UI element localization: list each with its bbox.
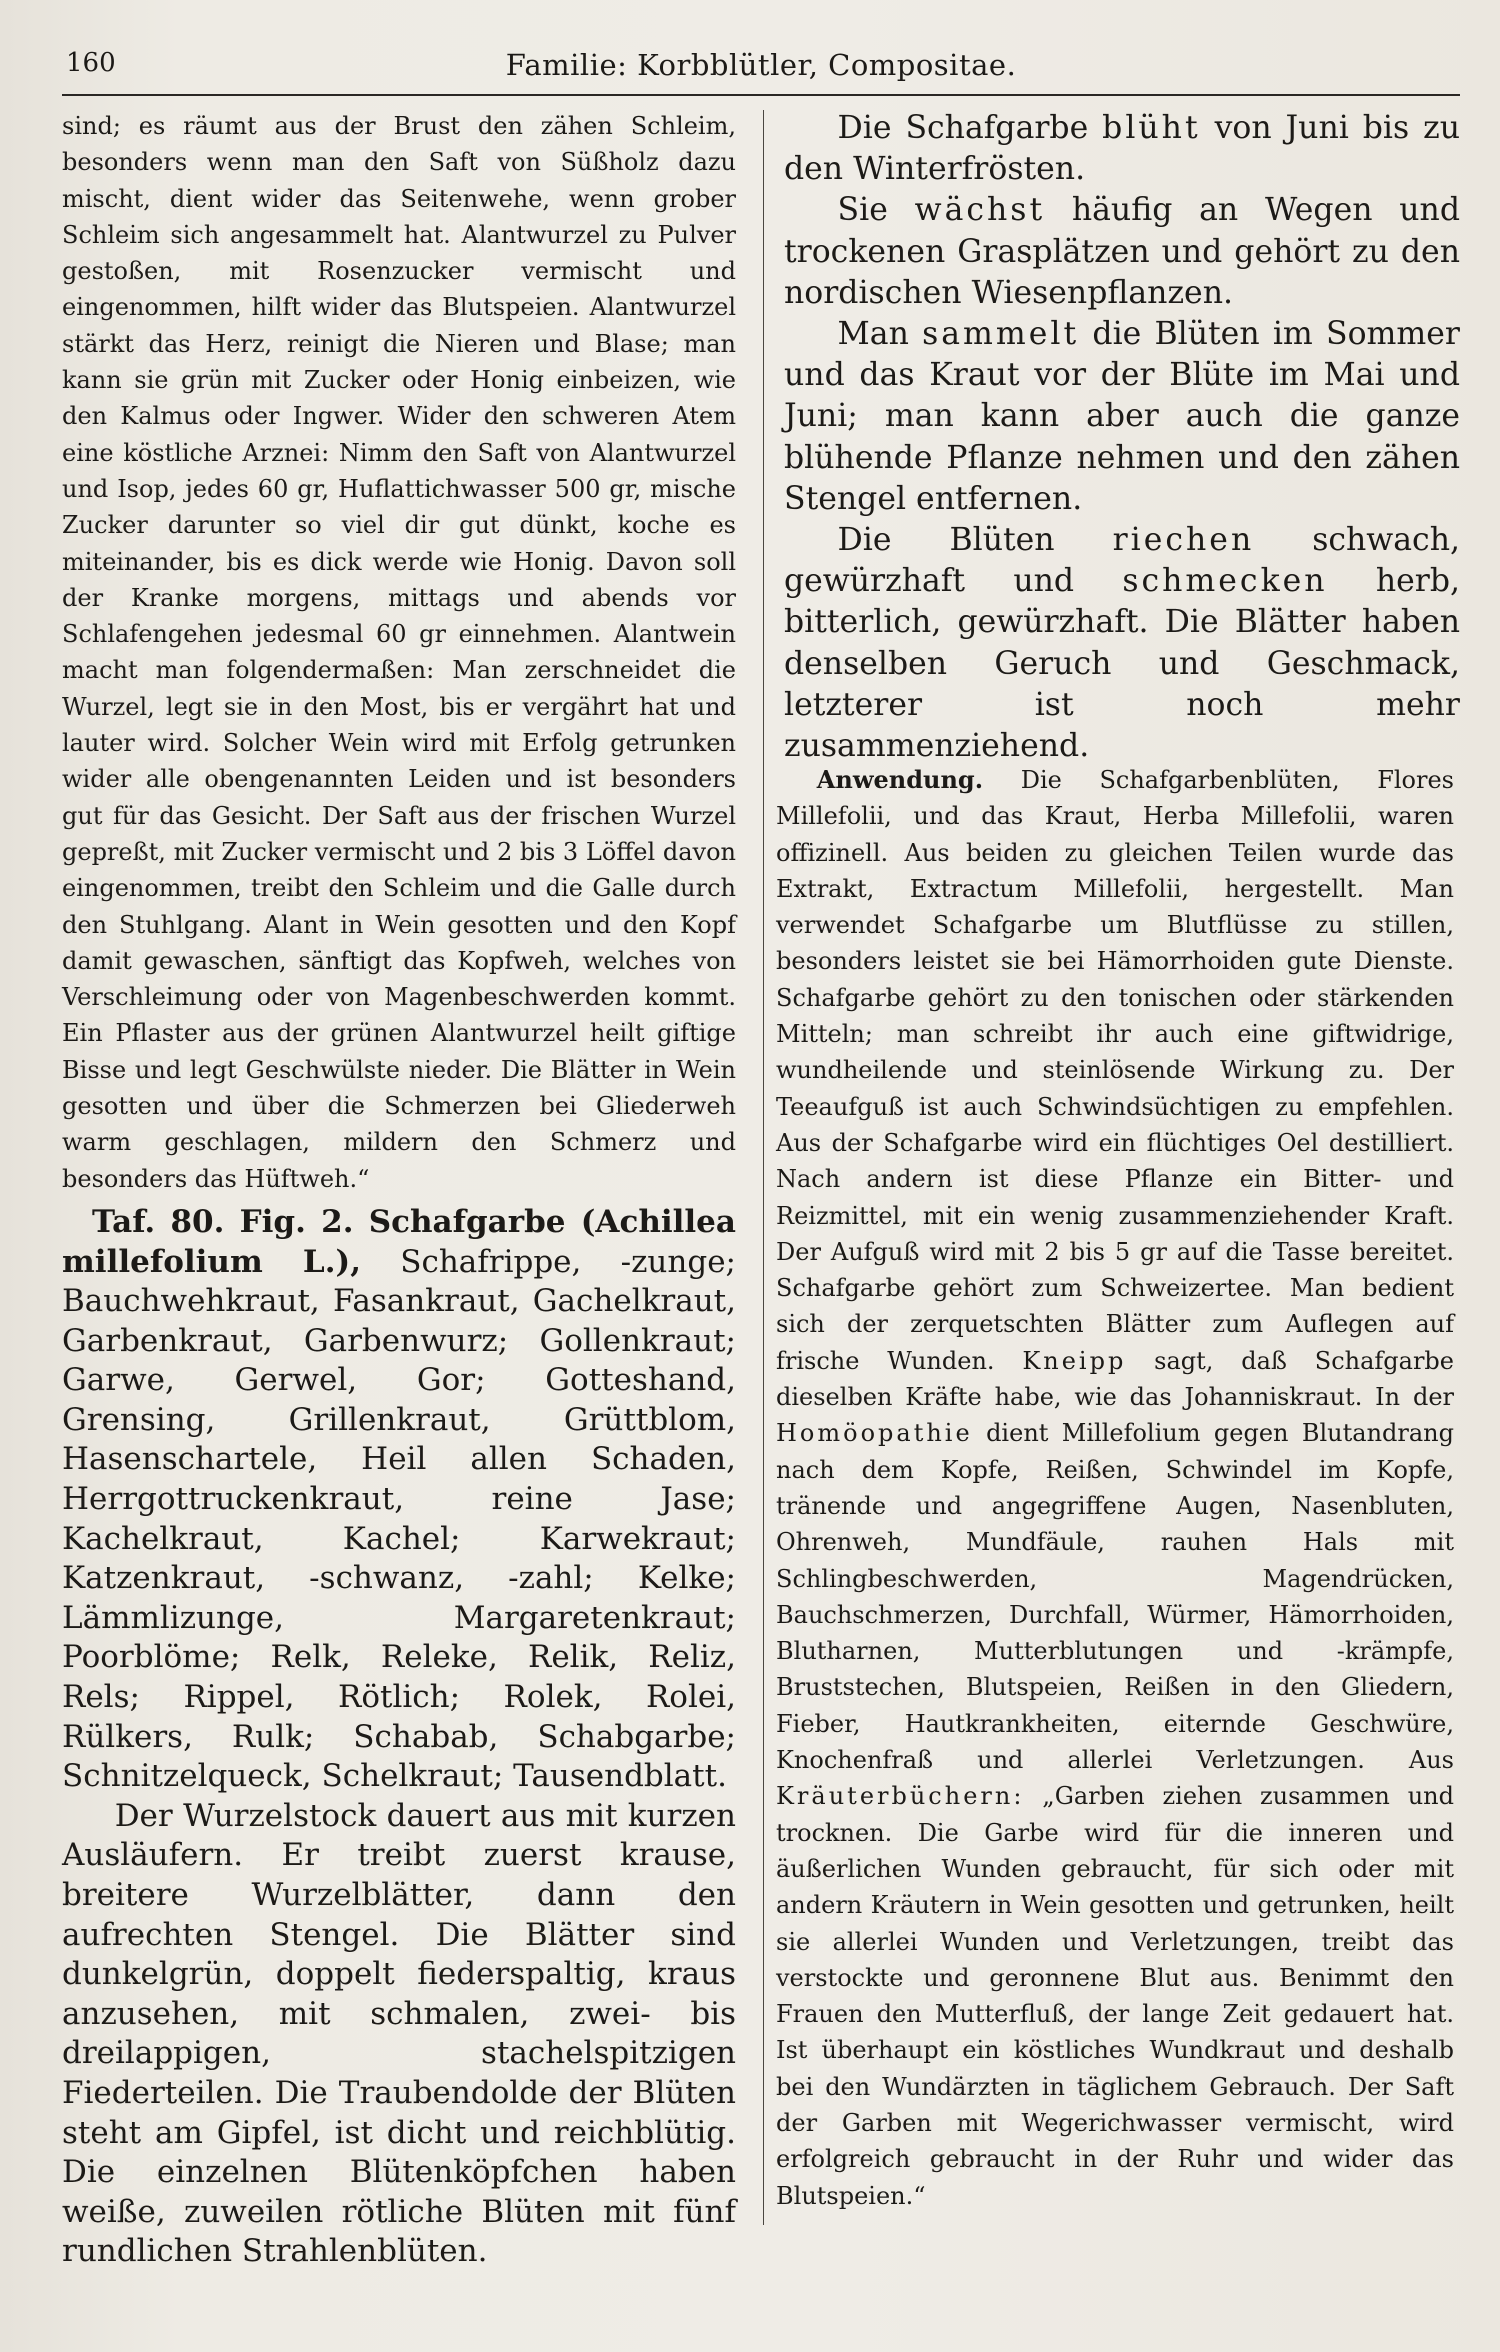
smell-text-e: herb, bitterlich, gewürzhaft. Die Blätter haben denselben Geruch und Geschmack, letzterer ist noch mehr zusammenziehend.: [784, 563, 1460, 765]
schafgarbe-synonyms-paragraph: [62, 1203, 736, 1797]
habitat-text-c: häufig an Wegen und trockenen Grasplätzen und gehört zu den nordischen Wiesenpflanzen.: [784, 192, 1461, 311]
usage-heading: Anwendung.: [816, 765, 984, 794]
harvest-text-a: Man: [837, 316, 923, 353]
harvest-paragraph: [784, 314, 1460, 520]
page-header: [62, 48, 1460, 96]
right-column-top: [784, 108, 1460, 767]
bloom-text-a: Die Schafgarbe: [837, 110, 1103, 146]
synonyms-text: Schafrippe, -zunge; Bauchwehkraut, Fasankraut, Gachelkraut, Garbenkraut, Garbenwurz; Gollenkraut; Garwe, Gerwel, Gor; Gotteshand, Grensing, Grillenkraut, Grüttblom, Hasenschartele, Heil allen Schaden, Herrgottruckenkraut, reine Jase; Kachelkraut, Kachel; Karwekraut; Katzenkraut, -schwanz, -zahl; Kelke; Lämmlizunge, Margaretenkraut; Poorblöme; Relk, Releke, Relik, Reliz, Rels; Rippel, Rötlich; Rolek, Rolei, Rülkers, Rulk; Schabab, Schabgarbe; Schnitzelqueck, Schelkraut; Tausendblatt.: [62, 1243, 736, 1795]
habitat-paragraph: [784, 190, 1460, 314]
usage-text-b: sagt, daß Schafgarbe dieselben Kräfte habe, wie das Johanniskraut. In der: [776, 1346, 1454, 1412]
page-number: 160: [66, 48, 116, 78]
smell-text-a: Die Blüten: [837, 522, 1113, 559]
column-divider: [763, 110, 764, 2225]
harvest-keyword: sammelt: [922, 316, 1080, 353]
smell-text-c: schwach, gewürzhaft und: [784, 522, 1460, 600]
habitat-text-a: Sie: [837, 192, 915, 229]
usage-text-d: „Garben ziehen zusammen und trocknen. Die Garbe wird für die inneren und äußerlichen Wunden gebraucht, für sich oder mit andern Kräutern in Wein gesotten und getrunken, heilt sie allerlei Wunden und Verletzungen, treibt das verstockte und geronnene Blut aus. Benimmt den Frauen den Mutterfluß, der lange Zeit gedauert hat. Ist überhaupt ein köstliches Wundkraut und deshalb bei den Wundärzten in täglichem Gebrauch. Der Saft der Garben mit Wegerichwasser vermischt, wird erfolgreich gebraucht in der Ruhr und wider das Blutspeien.“: [776, 1782, 1454, 2210]
bloom-paragraph: [784, 108, 1460, 190]
usage-text-c: dient Millefolium gegen Blutandrang nach dem Kopfe, Reißen, Schwindel im Kopfe, tränende und angegriffene Augen, Nasenbluten, Ohrenweh, Mundfäule, rauhen Hals mit Schlingbeschwerden, Magendrücken, Bauchschmerzen, Durchfall, Würmer, Hämorrhoiden, Blutharnen, Mutterblutungen und -krämpfe, Bruststechen, Blutspeien, Reißen in den Gliedern, Fieber, Hautkrankheiten, eiternde Geschwüre, Knochenfraß und allerlei Verletzungen. Aus: [776, 1419, 1454, 1775]
habitat-keyword: wächst: [914, 192, 1046, 229]
bloom-keyword: blüht: [1102, 110, 1201, 146]
alant-quote-paragraph: sind; es räumt aus der Brust den zähen Schleim, besonders wenn man den Saft von Süßholz dazu mischt, dient wider das Seitenwehe, wenn grober Schleim sich angesammelt hat. Alantwurzel zu Pulver gestoßen, mit Rosenzucker vermischt und eingenommen, hilft wider das Blutspeien. Alantwurzel stärkt das Herz, reinigt die Nieren und Blase; man kann sie grün mit Zucker oder Honig einbeizen, wie den Kalmus oder Ingwer. Wider den schweren Atem eine köstliche Arznei: Nimm den Saft von Alantwurzel und Isop, jedes 60 gr, Huflattichwasser 500 gr, mische Zucker darunter so viel dir gut dünkt, koche es miteinander, bis es dick werde wie Honig. Davon soll der Kranke morgens, mittags und abends vor Schlafengehen jedesmal 60 gr einnehmen. Alantwein macht man folgendermaßen: Man zerschneidet die Wurzel, legt sie in den Most, bis er vergährt hat und lauter wird. Solcher Wein wird mit Erfolg getrunken wider alle obengenannten Leiden und ist besonders gut für das Gesicht. Der Saft aus der frischen Wurzel gepreßt, mit Zucker vermischt und 2 bis 3 Löffel davon eingenommen, treibt den Schleim und die Galle durch den Stuhlgang. Alant in Wein gesotten und den Kopf damit gewaschen, sänftigt das Kopfweh, welches von Verschleimung oder von Magenbeschwerden kommt. Ein Pflaster aus der grünen Alantwurzel heilt giftige Bisse und legt Geschwülste nieder. Die Blätter in Wein gesotten und über die Schmerzen bei Gliederweh warm geschlagen, mildern den Schmerz und besonders das Hüftweh.“: [62, 112, 736, 1193]
right-column-bottom: [776, 762, 1454, 2214]
herbal-books-keyword: Kräuterbüchern:: [776, 1782, 1025, 1811]
usage-paragraph: [776, 762, 1454, 2214]
smell-taste-paragraph: [784, 520, 1460, 767]
bloom-text-c: von Juni bis zu den Winterfrösten.: [784, 110, 1460, 188]
description-paragraph: Der Wurzelstock dauert aus mit kurzen Ausläufern. Er treibt zuerst krause, breitere Wurzelblätter, dann den aufrechten Stengel. Die Blätter sind dunkelgrün, doppelt fiederspaltig, kraus anzusehen, mit schmalen, zwei- bis dreilappigen, stachelspitzigen Fiederteilen. Die Traubendolde der Blüten steht am Gipfel, ist dicht und reichblütig. Die einzelnen Blütenköpfchen haben weiße, zuweilen rötliche Blüten mit fünf rundlichen Strahlenblüten.: [62, 1797, 736, 2270]
usage-text-a: Die Schafgarbenblüten, Flores Millefolii, und das Kraut, Herba Millefolii, waren offizinell. Aus beiden zu gleichen Teilen wurde das Extrakt, Extractum Millefolii, hergestellt. Man verwendet Schafgarbe um Blutflüsse zu stillen, besonders leistet sie bei Hämorrhoiden gute Dienste. Schafgarbe gehört zu den tonischen oder stärkenden Mitteln; man schreibt ihr auch eine giftwidrige, wundheilende und steinlösende Wirkung zu. Der Teeaufguß ist auch Schwindsüchtigen zu empfehlen. Aus der Schafgarbe wird ein flüchtiges Oel destilliert. Nach andern ist diese Pflanze ein Bitter- und Reizmittel, mit ein wenig zusammenziehender Kraft. Der Aufguß wird mit 2 bis 5 gr auf die Tasse bereitet. Schafgarbe gehört zum Schweizertee. Man bedient sich der zerquetschten Blätter zum Auflegen auf frische Wunden.: [776, 766, 1454, 1375]
harvest-text-c: die Blüten im Sommer und das Kraut vor der Blüte im Mai und Juni; man kann aber auch die ganze blühende Pflanze nehmen und den zähen Stengel entfernen.: [784, 316, 1460, 517]
smell-keyword: riechen: [1112, 522, 1255, 559]
plate-figure-heading: Taf. 80. Fig. 2. Schafgarbe (Achillea millefolium L.),: [62, 1203, 736, 1280]
left-column: [62, 108, 736, 2272]
running-title: Familie: Korbblütler, Compositae.: [505, 48, 1017, 82]
kneipp-keyword: Kneipp: [1022, 1346, 1127, 1375]
homoeopathy-keyword: Homöopathie: [776, 1419, 973, 1448]
taste-keyword: schmecken: [1122, 563, 1328, 600]
